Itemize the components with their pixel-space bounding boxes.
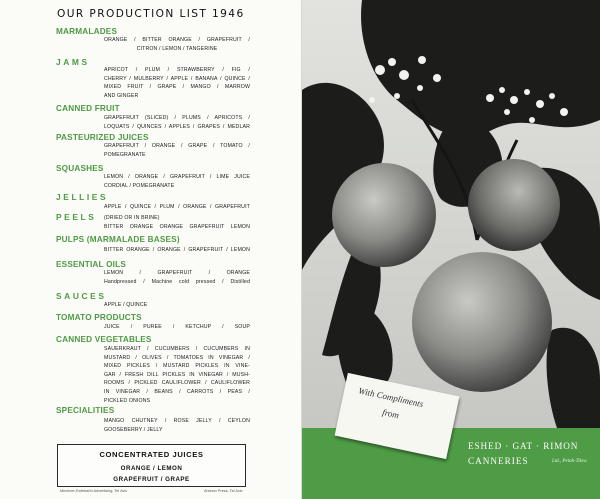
heading-specialities: SPECIALITIES: [56, 406, 115, 415]
heading-canned-vegetables: CANNED VEGETABLES: [56, 335, 152, 344]
heading-essential-oils: ESSENTIAL OILS: [56, 260, 126, 269]
heading-pulps: PULPS (MARMALADE BASES): [56, 235, 180, 244]
items-peels: (DRIED OR IN BRINE) BITTER ORANGE ORANGE GRAPEFRUIT LEMON: [104, 215, 250, 230]
heading-tomato-products: TOMATO PRODUCTS: [56, 313, 142, 322]
items-marmalades: ORANGE / BITTER ORANGE / GRAPEFRUIT / CITRON / LEMON / TANGERINE: [104, 37, 250, 52]
orange-large: [412, 252, 552, 392]
items-jams: APRICOT / PLUM / STRAWBERRY / FIG / CHERRY / MULBERRY / APPLE / BANANA / QUINCE / MIXED FRUIT / GRAPE / MANGO / MARROW AND GINGER: [104, 67, 250, 99]
concentrated-juices-box: [57, 444, 246, 487]
orange-left: [332, 163, 436, 267]
heading-jellies: JELLIES: [56, 192, 109, 202]
heading-pasteurized-juices: PASTEURIZED JUICES: [56, 133, 149, 142]
concentrated-juices-line2: GRAPEFRUIT / GRAPE: [113, 476, 190, 483]
items-canned-fruit: GRAPEFRUIT (SLICED) / PLUMS / APRICOTS / LOQUATS / QUINCES / APPLES / GRAPES / MEDLAR: [104, 115, 250, 130]
compliments-from: from: [381, 407, 400, 421]
items-specialities: MANGO CHUTNEY / ROSE JELLY / CEYLON GOOSEBERRY / JELLY: [104, 418, 250, 433]
concentrated-juices-title: CONCENTRATED JUICES: [99, 450, 204, 459]
brand-subtitle: CANNERIES: [468, 456, 529, 466]
items-pulps: BITTER ORANGE / ORANGE / GRAPEFRUIT / LEMON: [104, 247, 250, 253]
concentrated-juices-line1: ORANGE / LEMON: [120, 465, 183, 472]
items-squashes: LEMON / ORANGE / GRAPEFRUIT / LIME JUICE CORDIAL / POMEGRANATE: [104, 174, 250, 189]
items-essential-oils: LEMON / GRAPEFRUIT / ORANGE Handpressed / Machine cold pressed / Distilled: [104, 270, 250, 285]
heading-peels: PEELS: [56, 212, 97, 222]
brand-location: Ltd., Petah-Tikva: [552, 459, 587, 464]
cover-page: [302, 0, 600, 499]
heading-canned-fruit: CANNED FRUIT: [56, 104, 120, 113]
orange-right: [468, 159, 560, 251]
compliments-text: With Compliments: [357, 385, 425, 410]
footer-left: Mechner-Rothbarth Advertising, Tel Aviv: [60, 489, 128, 493]
items-tomato-products: JUICE / PUREE / KETCHUP / SOUP: [104, 324, 250, 330]
items-sauces: APPLE / QUINCE: [104, 302, 148, 308]
page-title: OUR PRODUCTION LIST 1946: [57, 8, 245, 20]
items-pasteurized-juices: GRAPEFRUIT / ORANGE / GRAPE / TOMATO / POMEGRANATE: [104, 143, 250, 158]
heading-sauces: SAUCES: [56, 291, 107, 301]
brand-name: ESHED · GAT · RIMON: [468, 441, 579, 451]
heading-squashes: SQUASHES: [56, 164, 104, 173]
items-jellies: APPLE / QUINCE / PLUM / ORANGE / GRAPEFRUIT: [104, 204, 250, 210]
items-canned-vegetables: SAUERKRAUT / CUCUMBERS / CUCUMBERS IN MUSTARD / OLIVES / TOMATOES IN VINEGAR / MIXED PICKLES / MUSTARD PICKLES IN VINE- GAR / FRESH DILL PICKLES IN VINEGAR / MUSH- ROOMS / PICKLED CAULIFLOWER / CAULIFLOWER IN VINEGAR / BEANS / CARROTS / PEAS / PICKLED ONIONS: [104, 346, 250, 404]
heading-jams: JAMS: [56, 57, 90, 67]
heading-marmalades: MARMALADES: [56, 27, 118, 36]
footer-right: Ahiezer Press, Tel Aviv: [204, 489, 243, 493]
